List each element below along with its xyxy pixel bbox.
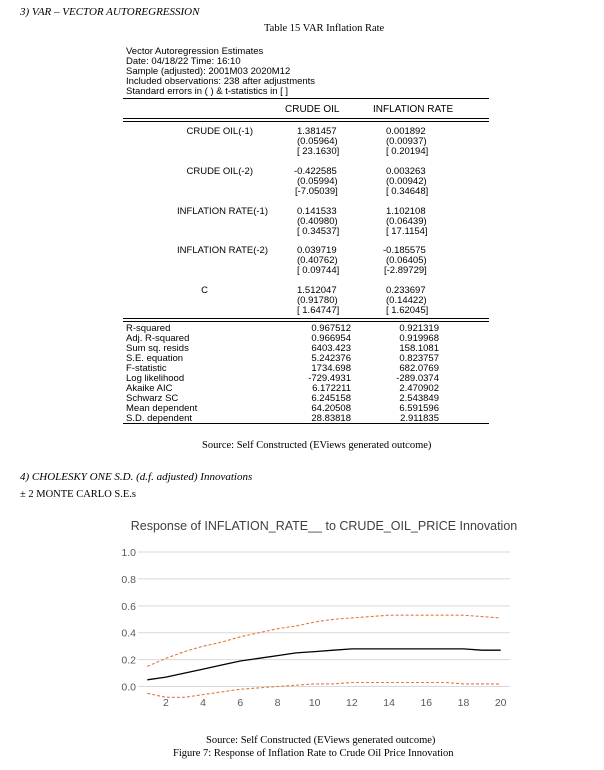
x-tick-label: 2	[162, 697, 169, 709]
stat-label: S.D. dependent	[126, 413, 193, 424]
estimates-sample: Sample (adjusted): 2001M03 2020M12	[126, 66, 291, 77]
column-header-crude-oil: CRUDE OIL	[285, 104, 340, 115]
section-4-heading: 4) CHOLESKY ONE S.D. (d.f. adjusted) Innovations	[20, 471, 253, 483]
x-tick-label: 12	[346, 697, 358, 709]
y-tick-label: 0.6	[121, 600, 136, 613]
var-estimates-table	[123, 45, 489, 422]
estimates-std-errors-note: Standard errors in ( ) & t-statistics in [ ]	[126, 86, 289, 97]
coef-value: 0.039719	[297, 245, 337, 256]
stat-label: Sum sq. resids	[126, 343, 189, 354]
stat-value-crude-oil: 28.83818	[311, 413, 351, 424]
column-header-inflation-rate: INFLATION RATE	[373, 104, 454, 115]
coef-value: 1.381457	[297, 126, 337, 137]
t-stat-value: [ 0.09744]	[297, 265, 340, 276]
std-error-value: (0.40980)	[297, 216, 338, 227]
stat-value-crude-oil: 0.967512	[311, 323, 351, 334]
x-tick-label: 6	[237, 697, 244, 709]
stat-value-crude-oil: 6.245158	[311, 393, 351, 404]
stat-value-inflation-rate: 158.1081	[399, 343, 439, 354]
stat-value-inflation-rate: 0.921319	[399, 323, 439, 334]
std-error-value: (0.06439)	[386, 216, 427, 227]
impulse-response-chart	[98, 512, 558, 718]
stat-value-crude-oil: 5.242376	[311, 353, 351, 364]
figure-7-caption: Figure 7: Response of Inflation Rate to Crude Oil Price Innovation	[173, 748, 454, 759]
t-stat-value: [ 0.20194]	[386, 146, 429, 157]
estimates-observations: Included observations: 238 after adjustments	[126, 76, 316, 87]
stat-value-inflation-rate: 2.911835	[400, 413, 439, 424]
y-tick-label: 0.8	[121, 573, 136, 586]
std-error-value: (0.14422)	[386, 295, 427, 306]
y-tick-label: 0.2	[121, 654, 136, 667]
stat-label: Schwarz SC	[126, 393, 179, 404]
stat-value-crude-oil: -729.4931	[308, 373, 351, 384]
stat-label: F-statistic	[126, 363, 167, 374]
rule-bottom	[123, 423, 489, 424]
x-tick-label: 4	[200, 697, 207, 709]
section-4-subheading: ± 2 MONTE CARLO S.E.s	[20, 489, 137, 500]
t-stat-value: [-2.89729]	[384, 265, 427, 276]
x-tick-label: 14	[383, 697, 395, 709]
stat-value-crude-oil: 6403.423	[311, 343, 351, 354]
rule-under-header-double	[123, 121, 489, 122]
x-tick-label: 20	[494, 697, 507, 709]
stat-label: Log likelihood	[126, 373, 185, 384]
coef-value: 0.233697	[386, 285, 426, 296]
std-error-value: (0.00937)	[386, 136, 427, 147]
stat-value-inflation-rate: -289.0374	[396, 373, 439, 384]
std-error-value: (0.91780)	[297, 295, 338, 306]
y-tick-label: 0.0	[121, 681, 136, 694]
rule-above-stats	[123, 318, 489, 319]
x-tick-label: 18	[457, 697, 470, 709]
stat-value-inflation-rate: 0.823757	[399, 353, 439, 364]
stat-value-crude-oil: 0.966954	[311, 333, 351, 344]
t-stat-value: [-7.05039]	[295, 186, 338, 197]
upper-confidence-band-line	[147, 615, 500, 666]
table-15-caption: Table 15 VAR Inflation Rate	[264, 23, 385, 34]
stat-value-inflation-rate: 0.919968	[399, 333, 439, 344]
table-source-note: Source: Self Constructed (EViews generated outcome)	[202, 440, 432, 451]
estimates-title: Vector Autoregression Estimates	[126, 46, 264, 57]
stat-value-inflation-rate: 6.591596	[399, 403, 439, 414]
x-tick-label: 10	[308, 697, 321, 709]
stat-label: R-squared	[126, 323, 171, 334]
t-stat-value: [ 1.62045]	[386, 305, 429, 316]
stat-value-crude-oil: 6.172211	[312, 383, 351, 394]
coef-value: 0.141533	[297, 206, 337, 217]
impulse-response-line	[147, 649, 500, 680]
t-stat-value: [ 23.1630]	[297, 146, 340, 157]
row-label-crude-oil-lag2: CRUDE OIL(-2)	[186, 166, 253, 177]
row-label-crude-oil-lag1: CRUDE OIL(-1)	[186, 126, 253, 137]
x-tick-label: 8	[274, 697, 281, 709]
stat-value-inflation-rate: 2.543849	[399, 393, 439, 404]
std-error-value: (0.06405)	[386, 255, 427, 266]
std-error-value: (0.40762)	[297, 255, 338, 266]
coef-value: -0.185575	[383, 245, 426, 256]
stat-label: Akaike AIC	[126, 383, 173, 394]
estimates-date: Date: 04/18/22 Time: 16:10	[126, 56, 241, 67]
std-error-value: (0.00942)	[386, 176, 427, 187]
rule-above-stats-double	[123, 321, 489, 322]
chart-title: Response of INFLATION_RATE__ to CRUDE_OIL_PRICE Innovation	[130, 519, 518, 533]
row-label-inflation-rate-lag1: INFLATION RATE(-1)	[177, 206, 268, 217]
stat-label: S.E. equation	[126, 353, 184, 364]
t-stat-value: [ 0.34537]	[297, 226, 340, 237]
stat-value-inflation-rate: 682.0769	[399, 363, 439, 374]
x-tick-label: 16	[420, 697, 433, 709]
stat-value-crude-oil: 1734.698	[311, 363, 351, 374]
stat-value-crude-oil: 64.20508	[311, 403, 351, 414]
lower-confidence-band-line	[147, 683, 500, 698]
stat-label: Adj. R-squared	[126, 333, 190, 344]
t-stat-value: [ 17.1154]	[386, 226, 428, 237]
figure-source-note: Source: Self Constructed (EViews generated outcome)	[206, 735, 436, 746]
row-label-constant: C	[201, 285, 208, 296]
stat-label: Mean dependent	[126, 403, 198, 414]
section-3-heading: 3) VAR – VECTOR AUTOREGRESSION	[20, 6, 200, 18]
y-tick-label: 1.0	[121, 547, 136, 559]
std-error-value: (0.05994)	[297, 176, 338, 187]
coef-value: 1.512047	[297, 285, 337, 296]
t-stat-value: [ 1.64747]	[297, 305, 340, 316]
rule-top	[123, 98, 489, 99]
std-error-value: (0.05964)	[297, 136, 338, 147]
y-tick-label: 0.4	[121, 627, 136, 640]
coef-value: -0.422585	[294, 166, 337, 177]
stat-value-inflation-rate: 2.470902	[399, 383, 439, 394]
t-stat-value: [ 0.34648]	[386, 186, 429, 197]
coef-value: 0.001892	[386, 126, 426, 137]
coef-value: 0.003263	[386, 166, 426, 177]
rule-under-header	[123, 118, 489, 119]
row-label-inflation-rate-lag2: INFLATION RATE(-2)	[177, 245, 268, 256]
coef-value: 1.102108	[386, 206, 426, 217]
